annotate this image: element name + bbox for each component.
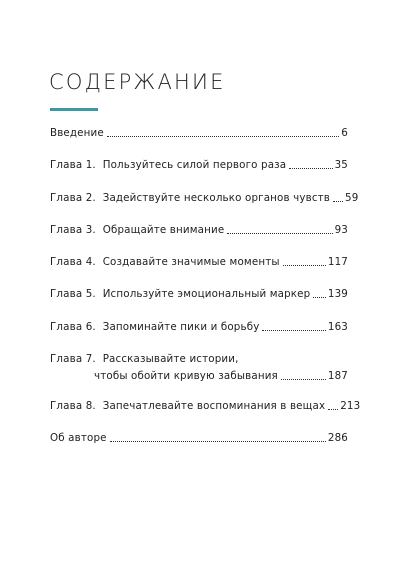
toc-entry-chapter-4[interactable] bbox=[50, 255, 348, 269]
toc-entry-chapter-8[interactable] bbox=[50, 399, 361, 413]
toc-entry-label: Глава 5. Используйте эмоциональный маркер bbox=[50, 288, 311, 300]
dot-leader bbox=[289, 168, 332, 169]
toc-entry-page-number: 163 bbox=[327, 321, 348, 333]
title-accent-rule bbox=[50, 108, 98, 111]
toc-entry-page-number: 117 bbox=[327, 256, 348, 268]
toc-entry-chapter-1[interactable] bbox=[50, 158, 348, 172]
dot-leader bbox=[313, 297, 326, 298]
dot-leader bbox=[262, 330, 325, 331]
dot-leader bbox=[283, 265, 326, 266]
toc-entry-page-number: 6 bbox=[341, 127, 348, 139]
toc-entry-page-number: 213 bbox=[340, 400, 361, 412]
toc-entry-label: Глава 3. Обращайте внимание bbox=[50, 224, 225, 236]
dot-leader bbox=[110, 441, 326, 442]
page-title: СОДЕРЖАНИЕ bbox=[49, 70, 226, 94]
dot-leader bbox=[328, 409, 338, 410]
toc-entry-chapter-2[interactable] bbox=[50, 191, 359, 205]
toc-entry-page-number: 59 bbox=[345, 192, 359, 204]
toc-entry-label: Введение bbox=[50, 127, 104, 139]
dot-leader bbox=[227, 233, 332, 234]
toc-entry-page-number: 35 bbox=[334, 159, 348, 171]
toc-entry-label: Глава 7. Рассказывайте истории, bbox=[50, 353, 239, 365]
toc-entry-label: Глава 2. Задействуйте несколько органов чувств bbox=[50, 192, 331, 204]
toc-entry-page-number: 187 bbox=[327, 370, 348, 382]
toc-entry-label: Глава 8. Запечатлевайте воспоминания в вещах bbox=[50, 400, 326, 412]
toc-entry-label: Об авторе bbox=[50, 432, 107, 444]
toc-entry-label-continued: чтобы обойти кривую забывания bbox=[94, 370, 278, 382]
toc-entry-page-number: 286 bbox=[327, 432, 348, 444]
toc-entry-about-author[interactable] bbox=[50, 431, 348, 445]
toc-entry-label: Глава 6. Запоминайте пики и борьбу bbox=[50, 321, 260, 333]
dot-leader bbox=[333, 201, 343, 202]
toc-entry-chapter-6[interactable] bbox=[50, 320, 348, 334]
toc-entry-label: Глава 4. Создавайте значимые моменты bbox=[50, 256, 280, 268]
toc-entry-introduction[interactable] bbox=[50, 126, 348, 140]
toc-entry-page-number: 93 bbox=[334, 224, 348, 236]
toc-entry-page-number: 139 bbox=[327, 288, 348, 300]
toc-entry-chapter-7[interactable] bbox=[50, 352, 348, 383]
toc-entry-label: Глава 1. Пользуйтесь силой первого раза bbox=[50, 159, 287, 171]
toc-entry-chapter-3[interactable] bbox=[50, 223, 348, 237]
toc-entry-chapter-5[interactable] bbox=[50, 287, 348, 301]
dot-leader bbox=[281, 379, 326, 380]
dot-leader bbox=[107, 136, 339, 137]
